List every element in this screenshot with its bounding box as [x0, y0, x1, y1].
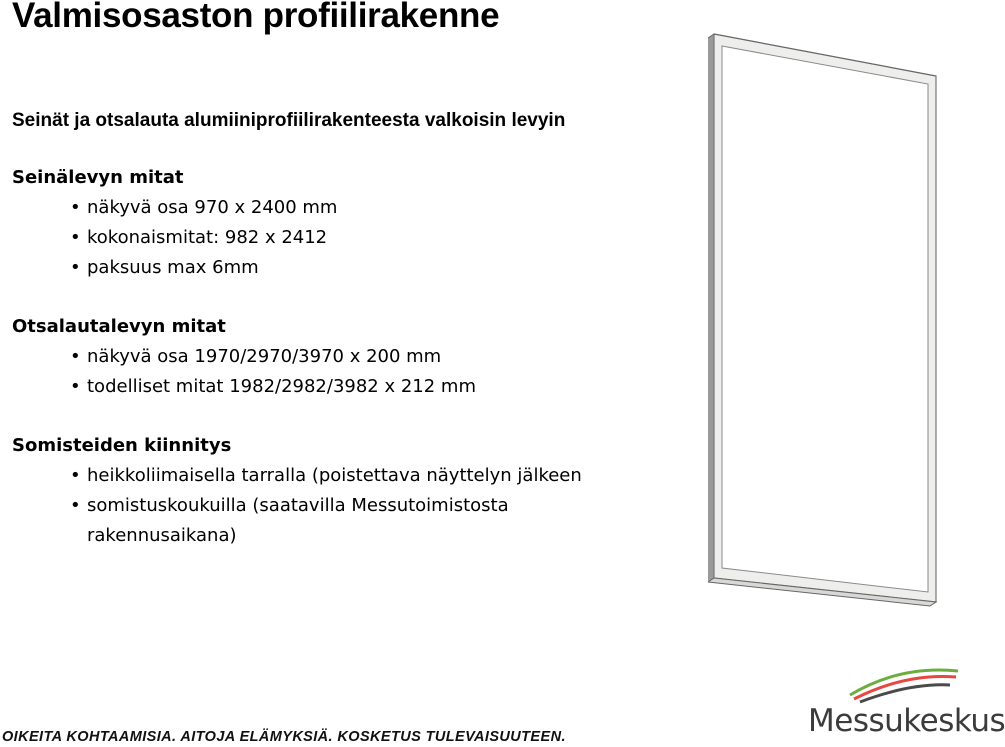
bullet-item: • näkyvä osa 1970/2970/3970 x 200 mm [12, 342, 582, 372]
content-area [12, 106, 582, 580]
bullet-list [12, 461, 582, 521]
frame-left-edge [708, 34, 714, 582]
section-heading: Somisteiden kiinnitys [12, 435, 232, 456]
footer-slogan: OIKEITA KOHTAAMISIA. AITOJA ELÄMYKSIÄ. KOSKETUS TULEVAISUUTEEN. [2, 729, 566, 745]
bullet-item: • kokonaismitat: 982 x 2412 [12, 223, 582, 253]
bullet-continuation: rakennusaikana) [87, 525, 237, 546]
bullet-item: • paksuus max 6mm [12, 253, 582, 283]
page-title: Valmisosaston profiilirakenne [12, 0, 500, 35]
logo-text: Messukeskus [808, 703, 1005, 739]
bullet-item: • somistuskoukuilla (saatavilla Messutoimistosta [12, 491, 582, 521]
messukeskus-logo [790, 655, 1005, 745]
bullet-item: • heikkoliimaisella tarralla (poistettava näyttelyn jälkeen [12, 461, 582, 491]
logo-swoosh-icon [790, 655, 960, 705]
section-decoration-mounting [12, 431, 582, 551]
section-wall-panel [12, 163, 582, 283]
section-heading: Seinälevyn mitat [12, 167, 184, 188]
subtitle: Seinät ja otsalauta alumiiniprofiilirakenteesta valkoisin levyin [12, 110, 566, 131]
section-header-board [12, 312, 582, 402]
frame-panel [722, 46, 928, 592]
bullet-item: • näkyvä osa 970 x 2400 mm [12, 193, 582, 223]
profile-frame-image [700, 30, 950, 610]
bullet-list [12, 193, 582, 283]
bullet-list [12, 342, 582, 402]
bullet-item: • todelliset mitat 1982/2982/3982 x 212 mm [12, 372, 582, 402]
section-heading: Otsalautalevyn mitat [12, 316, 226, 337]
